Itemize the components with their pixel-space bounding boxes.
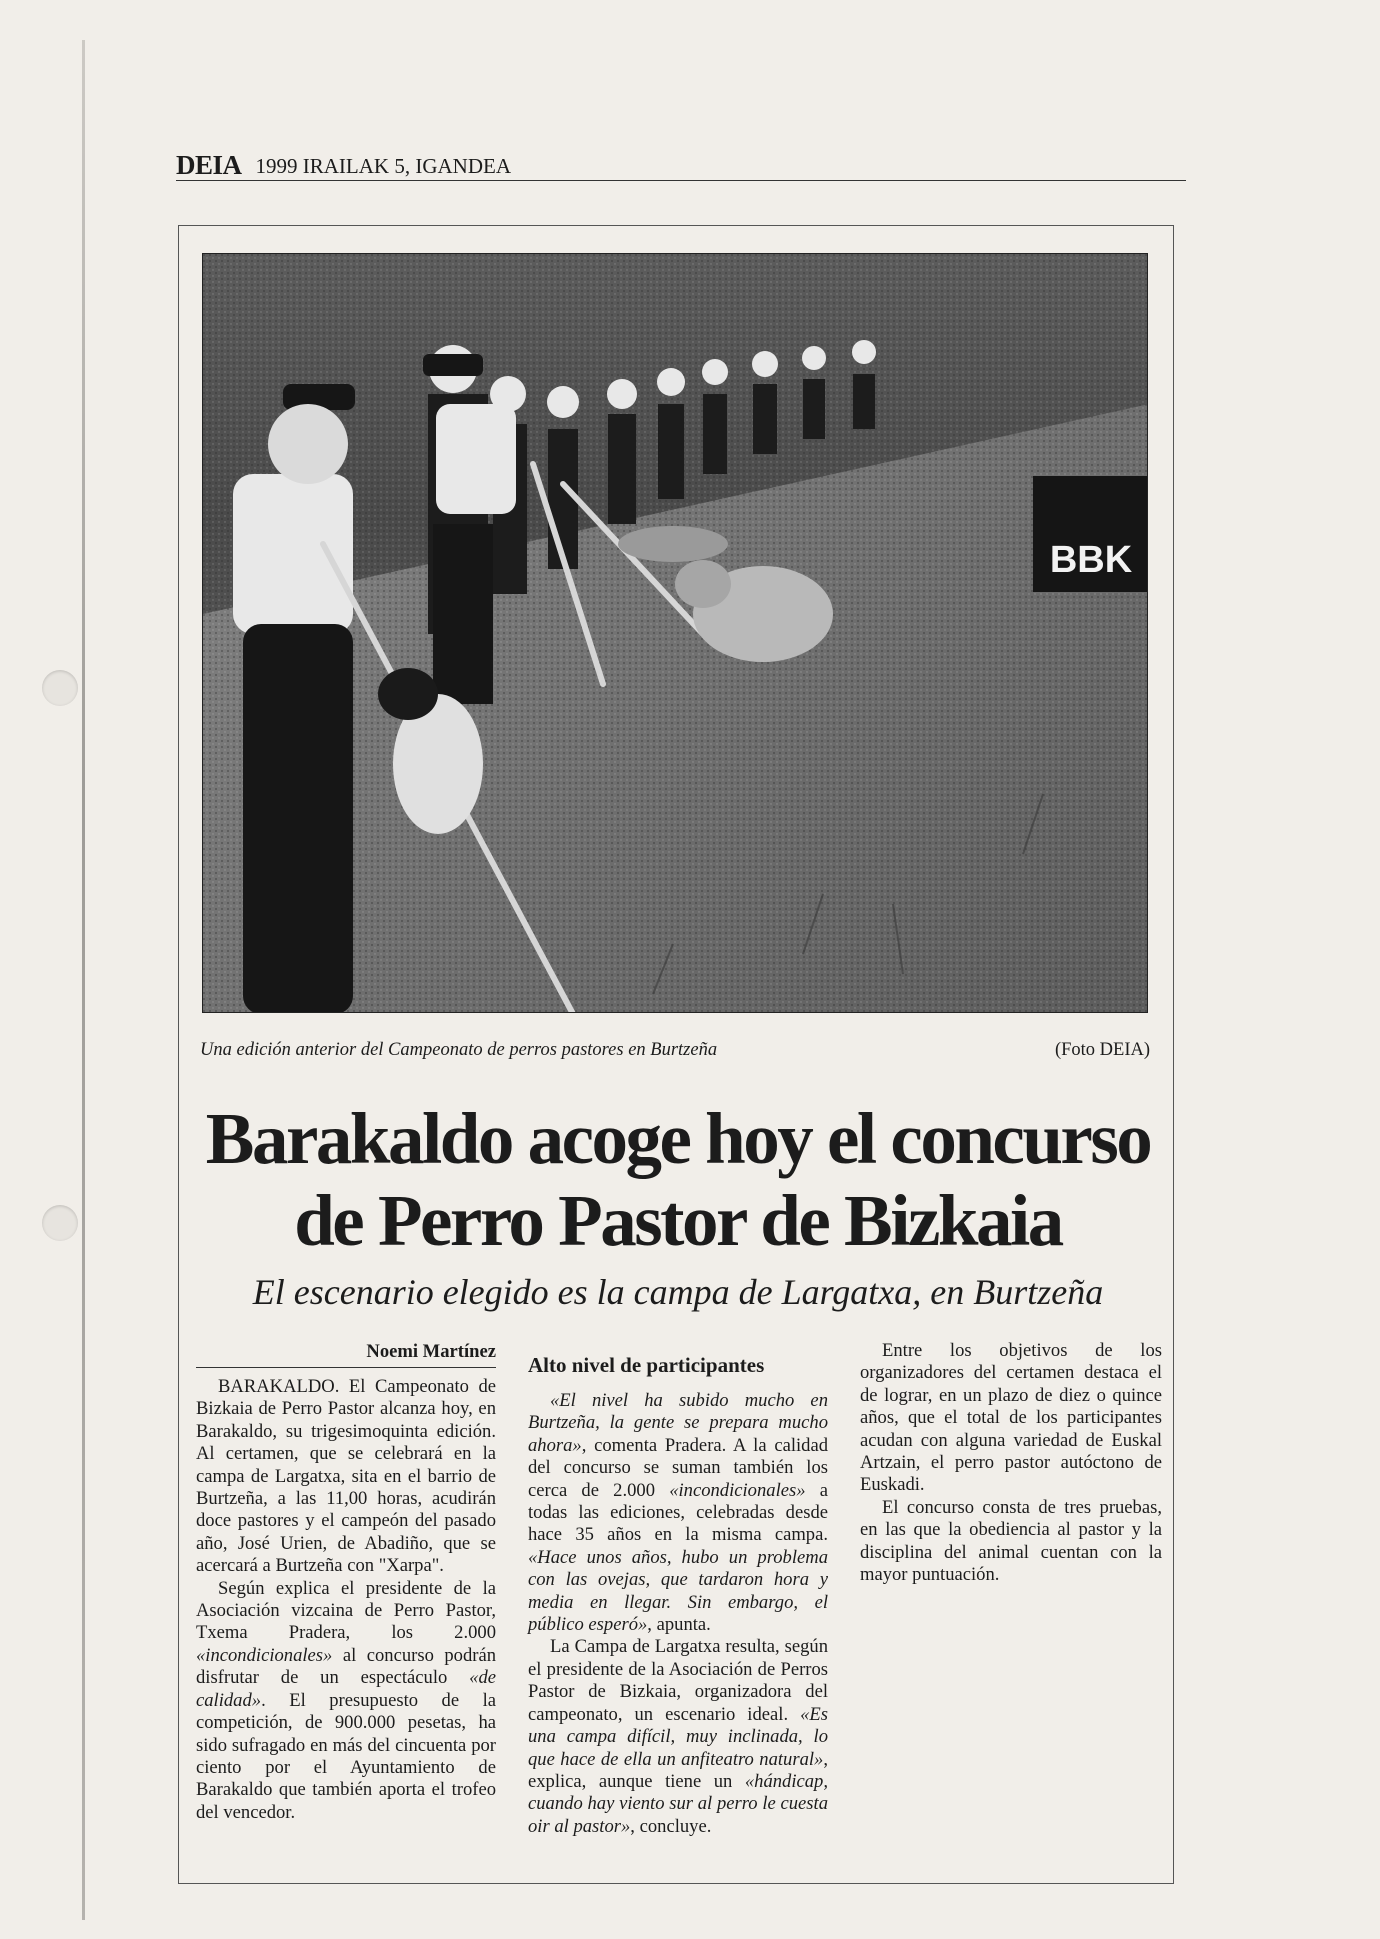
text-run: , explica, aunque tiene un <box>528 1748 828 1792</box>
binder-hole <box>42 670 78 706</box>
text-run: El concurso consta de tres pruebas, en las que la obediencia al pastor y la disciplina del animal cuentan con la mayor puntuación. <box>860 1496 1162 1586</box>
dateline: 1999 IRAILAK 5, IGANDEA <box>255 154 511 178</box>
italic-quote: «El nivel ha subido mucho en Burtzeña, la gente se prepara mucho ahora» <box>528 1390 828 1456</box>
paragraph <box>860 1340 1162 1497</box>
article-photo <box>202 253 1148 1013</box>
article-column-1 <box>196 1340 496 1824</box>
paragraph <box>528 1636 828 1838</box>
text-run: al concurso podrán disfrutar de un espectáculo <box>196 1644 496 1689</box>
text-run: , concluye. <box>630 1815 712 1837</box>
article-column-3 <box>860 1340 1162 1586</box>
paragraph <box>196 1578 496 1824</box>
text-run: , comenta Pradera. A la calidad del concurso se suman también los cerca de 2.000 <box>528 1434 828 1501</box>
italic-quote: «Es una campa difícil, muy inclinada, lo que hace de ella un anfiteatro natural» <box>528 1703 828 1770</box>
text-run: La Campa de Largatxa resulta, según el presidente de la Asociación de Perros Pastor de Bizkaia, organizadora del campeonato, un escenario ideal. <box>528 1636 828 1725</box>
article-column-2 <box>528 1340 828 1838</box>
text-run: Según explica el presidente de la Asociación vizcaina de Perro Pastor, Txema Pradera, los 2.000 <box>196 1577 496 1644</box>
binder-hole <box>42 1205 78 1241</box>
text-run: , apunta. <box>647 1614 711 1636</box>
photo-credit: (Foto DEIA) <box>1054 1040 1150 1060</box>
text-run: Entre los objetivos de los organizadores del certamen destaca el de lograr, en un plazo de diez o quince años, que el total de los participantes acudan con alguna variedad de Euskal Artzain, el perro pastor autóctono de Euskadi. <box>860 1340 1162 1496</box>
italic-quote: «Hace unos años, hubo un problema con las ovejas, que tardaron hora y media en llegar. Sin embargo, el público esperó» <box>528 1546 828 1636</box>
section-heading: Alto nivel de participantes <box>528 1353 765 1377</box>
paragraph: BARAKALDO. El Campeonato de Bizkaia de Perro Pastor alcanza hoy, en Barakaldo, su trigesimoquinta edición. Al certamen, que se celebrará en la campa de Largatxa, sita en el barrio de Burtzeña, a las 11,00 horas, acudirán doce pastores y el campeón del pasado año, José Urien, de Abadiño, que se acercará a Burtzeña con "Xarpa". <box>196 1376 496 1577</box>
page-edge <box>82 40 85 1920</box>
paragraph <box>860 1497 1162 1587</box>
bbk-sign <box>1033 476 1148 592</box>
bbk-sign-text: BBK <box>1049 539 1133 581</box>
byline: Noemi Martínez <box>196 1340 496 1368</box>
text-run: a todas las ediciones, celebradas desde hace 35 años en la misma campa. <box>528 1479 828 1546</box>
italic-quote: «incondicionales» <box>669 1479 806 1501</box>
paragraph <box>528 1390 828 1636</box>
headline-line: de Perro Pastor de Bizkaia <box>294 1180 1062 1261</box>
headline <box>190 1098 1166 1262</box>
photo-caption <box>200 1040 1150 1066</box>
italic-quote: «incondicionales» <box>196 1644 333 1666</box>
italic-quote: «hándicap, cuando hay viento sur al perro le cuesta oir al pastor» <box>528 1770 828 1837</box>
newspaper-logo: DEIA <box>176 150 242 180</box>
caption-text: Una edición anterior del Campeonato de perros pastores en Burtzeña <box>200 1040 718 1060</box>
subheadline: El escenario elegido es la campa de Largatxa, en Burtzeña <box>252 1272 1104 1312</box>
masthead <box>176 148 1186 181</box>
italic-quote: «de calidad» <box>196 1667 496 1711</box>
text-run: . El presupuesto de la competición, de 900.000 pesetas, ha sido sufragado en más del cincuenta por ciento por el Ayuntamiento de Barakaldo que también aporta el trofeo del vencedor. <box>196 1689 496 1823</box>
headline-line: Barakaldo acoge hoy el concurso <box>205 1098 1151 1179</box>
